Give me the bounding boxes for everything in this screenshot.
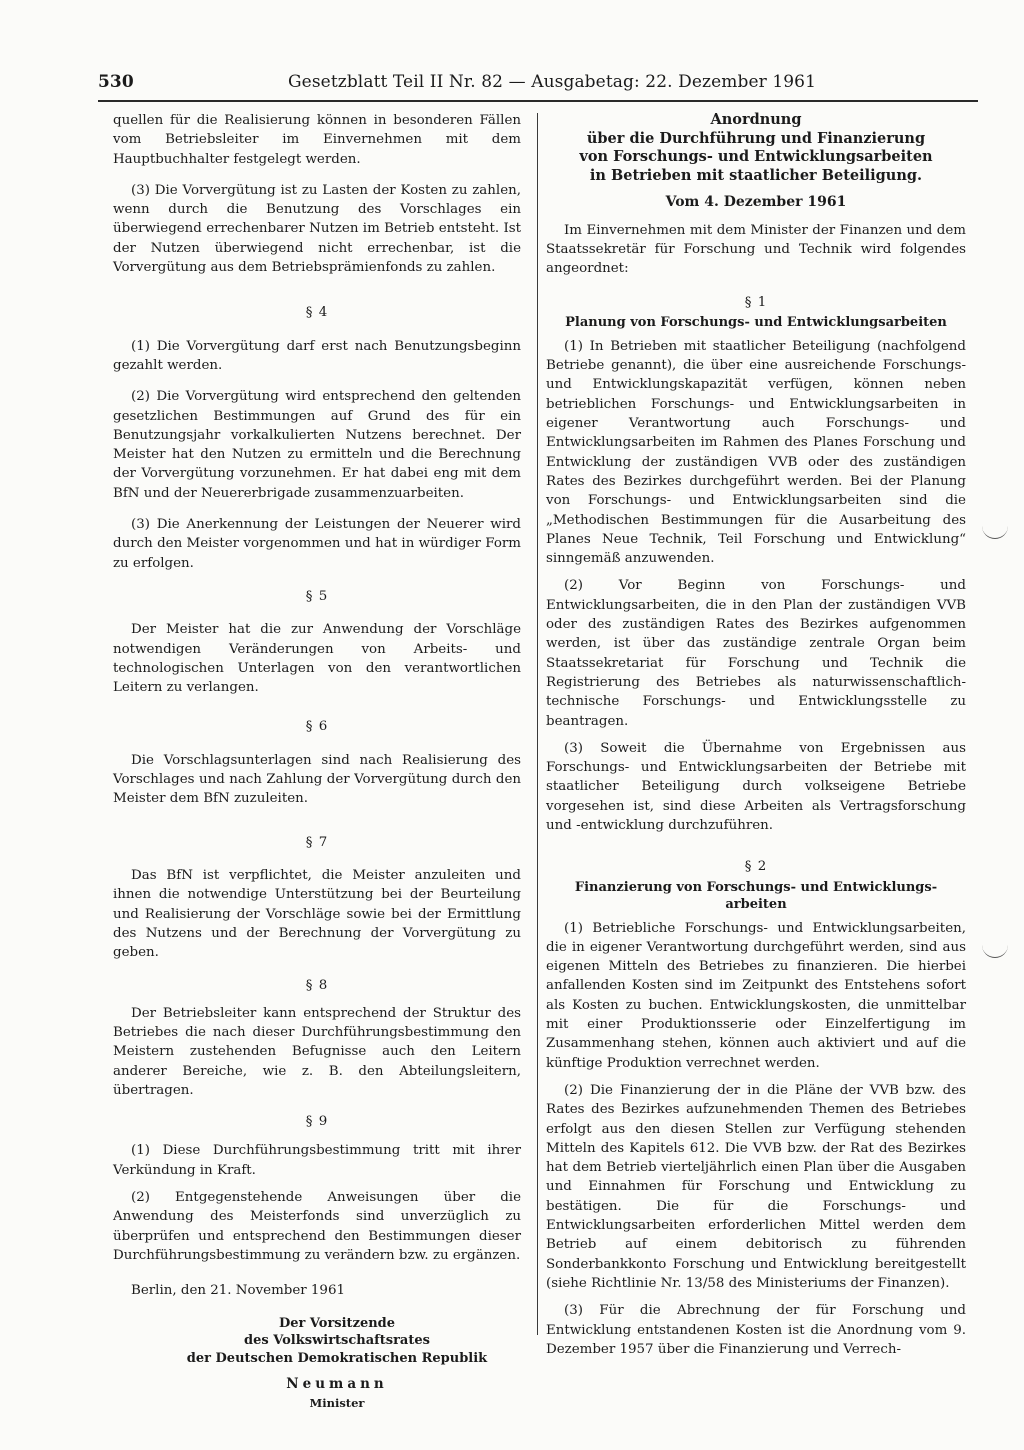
section-heading-5: § 5 [305,588,329,604]
title-line: in Betrieben mit staatlicher Beteiligung. [589,166,923,184]
section-1-para-3: (3) Soweit die Übernahme von Ergebnissen aus Forschungs- und Entwicklungsarbeiten der Betriebe mit staatlicher Beteiligung durch volkseigene Betriebe vorgesehen ist, sind diese Arbeiten als Vertragsforschung und -entwicklung durchzuführen. [546,740,966,833]
header-rule [98,100,978,102]
section-7-para-1: Das BfN ist verpflichtet, die Meister anzuleiten und ihnen die notwendige Unterstützung bei der Beurteilung und Realisierung der Vorschläge sowie bei der Ermittlung des Nutzens und der Berechnung der Vorvergütung zu geben. [113,867,521,961]
section-heading-8: § 8 [305,978,329,994]
section-heading-4: § 4 [305,305,329,321]
section-2-para-1: (1) Betriebliche Forschungs- und Entwicklungsarbeiten, die in eigener Verantwortung durchgeführt werden, sind aus eigenen Mitteln des Betriebes zu finanzieren. Die hierbei anfallenden Kosten sind im Zeitpunkt des Entstehens sofort als Kosten zu buchen. Entwicklungskosten, die unmittelbar mit einer Produktionsserie oder Einzelfertigung im Zusammenhang stehen, können auch aktiviert und auf die künftige Produktion verrechnet werden. [546,920,966,1071]
intro-paragraph: Im Einvernehmen mit dem Minister der Finanzen und dem Staatssekretär für Forschung und Technik wird folgendes angeordnet: [546,222,966,277]
left-column [113,111,521,1414]
page-number: 530 [98,72,134,92]
running-title: Gesetzblatt Teil II Nr. 82 — Ausgabetag: 22. Dezember 1961 [288,72,817,92]
title-line: über die Durchführung und Finanzierung [586,129,926,147]
section-6-para-1: Die Vorschlagsunterlagen sind nach Realisierung des Vorschlages und nach Zahlung der Vorvergütung durch den Meister dem BfN zuzuleiten. [113,752,521,807]
margin-mark [982,526,1008,539]
column-divider [537,113,538,1335]
document-title [546,111,966,185]
signature-line: Der Vorsitzende [278,1315,396,1331]
signer-role: Minister [309,1396,365,1411]
section-9-para-2: (2) Entgegenstehende Anweisungen über die Anwendung des Meisterfonds sind unverzüglich zu überprüfen und entsprechend den Bestimmungen dieser Durchführungsbestimmung zu verändern bzw. zu ergänzen. [113,1190,521,1263]
signature-line: der Deutschen Demokratischen Republik [186,1350,488,1366]
section-heading-9: § 9 [305,1114,329,1130]
section-1-title: Planung von Forschungs- und Entwicklungsarbeiten [565,314,947,330]
place-date: Berlin, den 21. November 1961 [131,1283,345,1299]
signature-block [113,1315,521,1368]
section-heading-7: § 7 [305,834,329,850]
section-8-para-1: Der Betriebsleiter kann entsprechend der Struktur des Betriebes die nach dieser Durchführungsbestimmung den Meistern zustehenden Befugnisse auch den Leitern anderer Bereiche, wie z. B. den Abteilungsleitern, übertragen. [113,1005,521,1098]
section-heading-2: § 2 [744,859,768,875]
continued-paragraph: quellen für die Realisierung können in besonderen Fällen vom Betriebsleiter im Einvernehmen mit dem Hauptbuchhalter festgelegt werden. [113,113,521,167]
section-2-para-3: (3) Für die Abrechnung der für Forschung und Entwicklung entstandenen Kosten ist die Anordnung vom 9. Dezember 1957 über die Finanzierung und Verrech- [546,1303,966,1357]
section-5-para-1: Der Meister hat die zur Anwendung der Vorschläge notwendigen Veränderungen von Arbeits- und technologischen Unterlagen von den verantwortlichen Leitern zu verlangen. [113,622,521,696]
section-2-para-2: (2) Die Finanzierung der in die Pläne der VVB bzw. des Rates des Bezirkes aufzunehmenden Themen des Betriebes erfolgt aus den diesen Stellen zur Verfügung stehenden Mitteln des Kapitels 612. Die VVB bzw. der Rat des Bezirkes hat dem Betrieb vierteljährlich einen Plan über die Ausgaben und Einnahmen für Forschung und Entwicklung zu bestätigen. Die für die Forschungs- und Entwicklungsarbeiten erforderlichen Mittel werden dem Betrieb auf einem debitorisch zu führenden Sonderbankkonto Forschung und Entwicklung bereitgestellt (siehe Richtlinie Nr. 13/58 des Ministeriums der Finanzen). [546,1082,966,1291]
margin-mark [982,945,1008,958]
section-2-title-line: Finanzierung von Forschungs- und Entwicklungs- [574,879,938,895]
page-header [98,70,982,96]
title-line: Anordnung [710,111,802,128]
section-4-para-2: (2) Die Vorvergütung wird entsprechend den geltenden gesetzlichen Bestimmungen auf Grund des für ein Benutzungsjahr vorkalkulierten Nutzens berechnet. Der Meister hat den Nutzen zu ermitteln und die Berechnung der Vorvergütung vorzunehmen. Er hat dabei eng mit dem BfN und der Neuererbrigade zusammenzuarbeiten. [113,389,521,501]
right-column [546,111,966,1359]
signer-name: Neumann [286,1376,388,1393]
section-2-title [546,879,966,913]
section-heading-6: § 6 [305,719,329,735]
section-1-para-2: (2) Vor Beginn von Forschungs- und Entwicklungsarbeiten, die in den Plan der zuständigen VVB oder des zuständigen Rates des Bezirkes aufgenommen werden, ist über das zuständige zentrale Organ beim Staatssekretariat für Forschung und Technik die Registrierung des Betriebes als naturwissenschaftlich-technische Forschungs- und Entwicklungsstelle zu beantragen. [546,578,966,729]
signature-line: des Volkswirtschaftsrates [244,1333,430,1349]
section-4-para-1: (1) Die Vorvergütung darf erst nach Benutzungsbeginn gezahlt werden. [113,338,521,373]
section-2-title-line: arbeiten [725,896,787,912]
paragraph-3-3: (3) Die Vorvergütung ist zu Lasten der Kosten zu zahlen, wenn durch die Benutzung des Vorschlages ein überwiegend errechenbarer Nutzen im Betrieb entsteht. Ist der Nutzen überwiegend nicht errechenbar, ist die Vorvergütung aus dem Betriebsprämienfonds zu zahlen. [113,182,521,276]
section-heading-1: § 1 [744,294,768,310]
section-9-para-1: (1) Diese Durchführungsbestimmung tritt mit ihrer Verkündung in Kraft. [113,1143,521,1178]
title-line: von Forschungs- und Entwicklungsarbeiten [579,148,933,166]
section-4-para-3: (3) Die Anerkennung der Leistungen der Neuerer wird durch den Meister vorgenommen und hat in würdiger Form zu erfolgen. [113,517,521,571]
section-1-para-1: (1) In Betrieben mit staatlicher Beteiligung (nachfolgend Betriebe genannt), die über eine ausreichende Forschungs- und Entwicklungskapazität verfügen, können neben betrieblichen Forschungs- und Entwicklungsarbeiten in eigener Verantwortung auch Forschungs- und Entwicklungsarbeiten im Rahmen des Planes Forschung und Entwicklung der zuständigen VVB oder des zuständigen Rates des Bezirkes durchgeführt werden. Bei der Planung von Forschungs- und Entwicklungsarbeiten sind die „Methodischen Bestimmungen für die Ausarbeitung des Planes Neue Technik, Teil Forschung und Entwicklung“ sinngemäß anzuwenden. [546,338,966,567]
document-date: Vom 4. Dezember 1961 [665,194,847,211]
